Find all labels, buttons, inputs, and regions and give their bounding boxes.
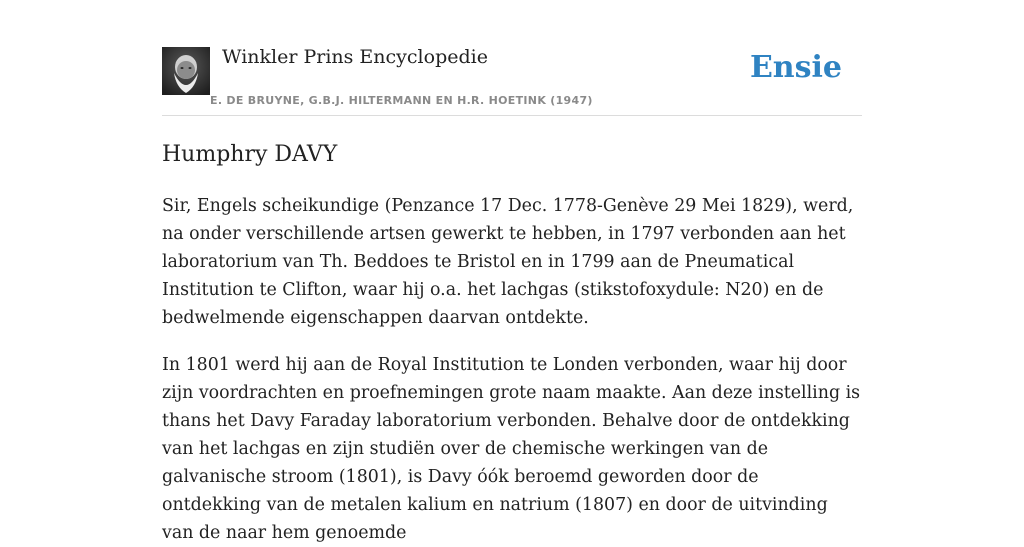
author-avatar bbox=[162, 47, 210, 95]
site-title[interactable]: Winkler Prins Encyclopedie bbox=[222, 46, 488, 68]
article bbox=[162, 138, 862, 547]
article-title: Humphry DAVY bbox=[162, 142, 338, 167]
article-paragraph: Sir, Engels scheikundige (Penzance 17 Dec. 1778-Genève 29 Mei 1829), werd, na onder verschillende artsen gewerkt te hebben, in 1797 verbonden aan het laboratorium van Th. Beddoes te Bristol en in 1799 aan de Pneumatical Institution te Clifton, waar hij o.a. het lachgas (stikstofoxydule: N20) en de bedwelmende eigenschappen daarvan ontdekte. bbox=[162, 196, 854, 328]
avatar-portrait-image bbox=[162, 47, 210, 95]
header bbox=[162, 40, 862, 116]
site-authors: E. DE BRUYNE, G.B.J. HILTERMANN EN H.R. HOETINK (1947) bbox=[210, 94, 593, 107]
article-paragraph: In 1801 werd hij aan de Royal Institution te Londen verbonden, waar hij door zijn voordrachten en proefnemingen grote naam maakte. Aan deze instelling is thans het Davy Faraday laboratorium verbonden. Behalve door de ontdekking van het lachgas en zijn studiën over de chemische werkingen van de galvanische stroom (1801), is Davy óók beroemd geworden door de ontdekking van de metalen kalium en natrium (1807) en door de uitvinding van de naar hem genoemde bbox=[162, 355, 861, 543]
ensie-logo[interactable]: Ensie bbox=[749, 50, 842, 85]
